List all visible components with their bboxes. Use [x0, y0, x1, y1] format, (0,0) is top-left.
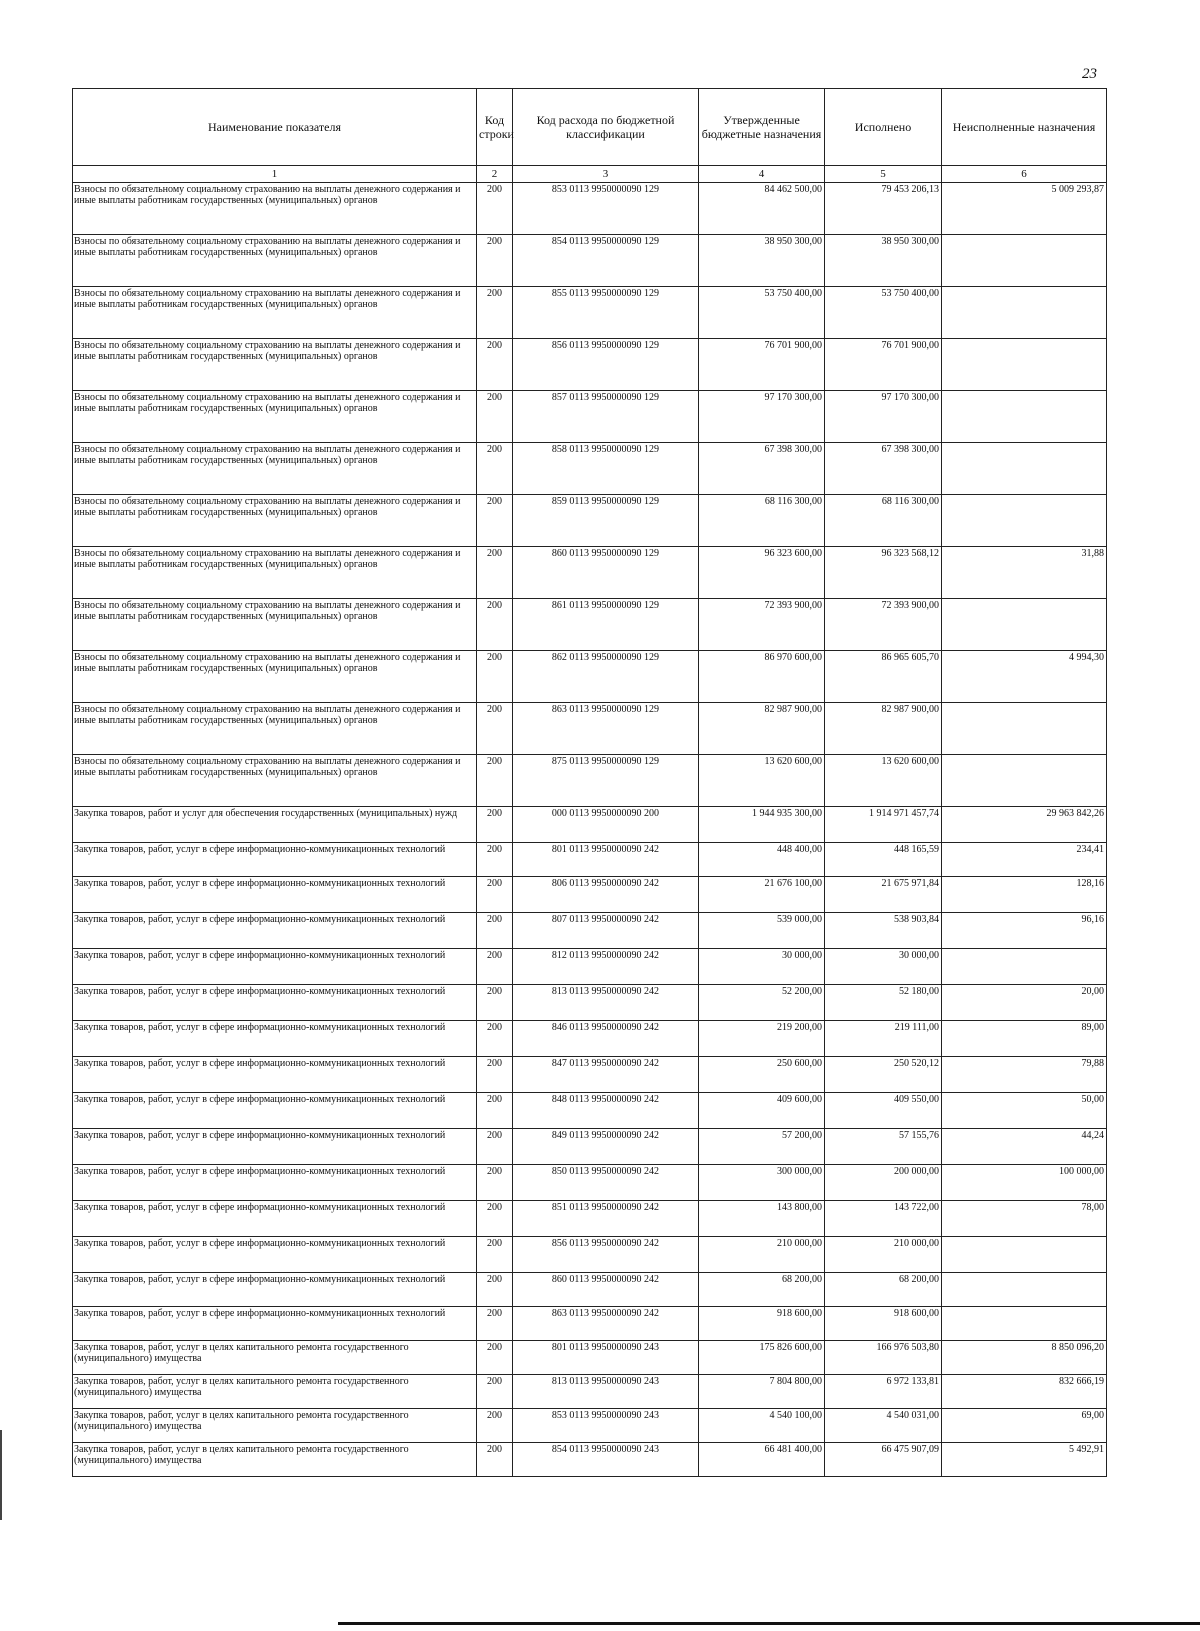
unexecuted-amount: 5 009 293,87	[942, 183, 1107, 235]
table-row	[73, 755, 1107, 807]
approved-amount: 68 200,00	[699, 1273, 825, 1307]
approved-amount: 38 950 300,00	[699, 235, 825, 287]
table-row	[73, 703, 1107, 755]
approved-amount: 72 393 900,00	[699, 599, 825, 651]
unexecuted-amount: 5 492,91	[942, 1443, 1107, 1477]
bottom-rule	[338, 1622, 1200, 1625]
unexecuted-amount	[942, 391, 1107, 443]
executed-amount: 200 000,00	[825, 1165, 942, 1201]
row-name: Взносы по обязательному социальному страхованию на выплаты денежного содержания и иные выплаты работникам государственных (муниципальных) органов	[73, 755, 477, 807]
budget-code: 846 0113 9950000090 242	[513, 1021, 699, 1057]
row-name: Взносы по обязательному социальному страхованию на выплаты денежного содержания и иные выплаты работникам государственных (муниципальных) органов	[73, 183, 477, 235]
row-code: 200	[477, 391, 513, 443]
row-code: 200	[477, 339, 513, 391]
approved-amount: 52 200,00	[699, 985, 825, 1021]
row-code: 200	[477, 755, 513, 807]
approved-amount: 4 540 100,00	[699, 1409, 825, 1443]
budget-code: 859 0113 9950000090 129	[513, 495, 699, 547]
approved-amount: 66 481 400,00	[699, 1443, 825, 1477]
row-code: 200	[477, 183, 513, 235]
approved-amount: 82 987 900,00	[699, 703, 825, 755]
unexecuted-amount: 31,88	[942, 547, 1107, 599]
budget-code: 875 0113 9950000090 129	[513, 755, 699, 807]
budget-code: 854 0113 9950000090 129	[513, 235, 699, 287]
row-name: Взносы по обязательному социальному страхованию на выплаты денежного содержания и иные выплаты работникам государственных (муниципальных) органов	[73, 599, 477, 651]
executed-amount: 67 398 300,00	[825, 443, 942, 495]
row-code: 200	[477, 1057, 513, 1093]
executed-amount: 1 914 971 457,74	[825, 807, 942, 843]
column-number: 3	[513, 166, 699, 183]
row-code: 200	[477, 703, 513, 755]
row-name: Закупка товаров, работ, услуг в целях капитального ремонта государственного (муниципального) имущества	[73, 1409, 477, 1443]
approved-amount: 97 170 300,00	[699, 391, 825, 443]
budget-code: 851 0113 9950000090 242	[513, 1201, 699, 1237]
row-code: 200	[477, 949, 513, 985]
row-name: Закупка товаров, работ, услуг в целях капитального ремонта государственного (муниципального) имущества	[73, 1341, 477, 1375]
unexecuted-amount	[942, 235, 1107, 287]
unexecuted-amount: 69,00	[942, 1409, 1107, 1443]
row-code: 200	[477, 1443, 513, 1477]
row-code: 200	[477, 1273, 513, 1307]
row-code: 200	[477, 1375, 513, 1409]
table-row	[73, 1021, 1107, 1057]
header-executed: Исполнено	[825, 89, 942, 166]
unexecuted-amount: 100 000,00	[942, 1165, 1107, 1201]
table-row	[73, 651, 1107, 703]
budget-code: 861 0113 9950000090 129	[513, 599, 699, 651]
approved-amount: 68 116 300,00	[699, 495, 825, 547]
row-code: 200	[477, 1341, 513, 1375]
executed-amount: 57 155,76	[825, 1129, 942, 1165]
row-code: 200	[477, 495, 513, 547]
executed-amount: 72 393 900,00	[825, 599, 942, 651]
budget-code: 860 0113 9950000090 242	[513, 1273, 699, 1307]
executed-amount: 13 620 600,00	[825, 755, 942, 807]
unexecuted-amount: 4 994,30	[942, 651, 1107, 703]
row-name: Взносы по обязательному социальному страхованию на выплаты денежного содержания и иные выплаты работникам государственных (муниципальных) органов	[73, 443, 477, 495]
row-name: Закупка товаров, работ, услуг в сфере информационно-коммуникационных технологий	[73, 877, 477, 913]
header-name: Наименование показателя	[73, 89, 477, 166]
table-row	[73, 1375, 1107, 1409]
approved-amount: 96 323 600,00	[699, 547, 825, 599]
table-row	[73, 807, 1107, 843]
approved-amount: 21 676 100,00	[699, 877, 825, 913]
header-unexecuted: Неисполненные назначения	[942, 89, 1107, 166]
approved-amount: 13 620 600,00	[699, 755, 825, 807]
approved-amount: 30 000,00	[699, 949, 825, 985]
executed-amount: 82 987 900,00	[825, 703, 942, 755]
approved-amount: 86 970 600,00	[699, 651, 825, 703]
scan-edge-mark	[0, 1430, 2, 1520]
executed-amount: 409 550,00	[825, 1093, 942, 1129]
row-name: Закупка товаров, работ, услуг в сфере информационно-коммуникационных технологий	[73, 1057, 477, 1093]
budget-code: 813 0113 9950000090 243	[513, 1375, 699, 1409]
unexecuted-amount	[942, 1307, 1107, 1341]
row-name: Закупка товаров, работ, услуг в сфере информационно-коммуникационных технологий	[73, 1093, 477, 1129]
approved-amount: 300 000,00	[699, 1165, 825, 1201]
row-code: 200	[477, 1409, 513, 1443]
budget-code: 863 0113 9950000090 129	[513, 703, 699, 755]
table-row	[73, 1341, 1107, 1375]
column-number: 4	[699, 166, 825, 183]
executed-amount: 219 111,00	[825, 1021, 942, 1057]
approved-amount: 409 600,00	[699, 1093, 825, 1129]
table-row	[73, 949, 1107, 985]
budget-execution-table	[72, 88, 1107, 1477]
unexecuted-amount	[942, 755, 1107, 807]
executed-amount: 96 323 568,12	[825, 547, 942, 599]
row-code: 200	[477, 651, 513, 703]
executed-amount: 76 701 900,00	[825, 339, 942, 391]
executed-amount: 97 170 300,00	[825, 391, 942, 443]
row-name: Взносы по обязательному социальному страхованию на выплаты денежного содержания и иные выплаты работникам государственных (муниципальных) органов	[73, 547, 477, 599]
table-row	[73, 1057, 1107, 1093]
unexecuted-amount	[942, 949, 1107, 985]
approved-amount: 539 000,00	[699, 913, 825, 949]
approved-amount: 84 462 500,00	[699, 183, 825, 235]
approved-amount: 175 826 600,00	[699, 1341, 825, 1375]
table-row	[73, 1129, 1107, 1165]
table-row	[73, 843, 1107, 877]
executed-amount: 68 116 300,00	[825, 495, 942, 547]
table-row	[73, 1237, 1107, 1273]
row-name: Закупка товаров, работ, услуг в сфере информационно-коммуникационных технологий	[73, 1273, 477, 1307]
approved-amount: 76 701 900,00	[699, 339, 825, 391]
unexecuted-amount	[942, 703, 1107, 755]
table-row	[73, 1093, 1107, 1129]
column-number: 2	[477, 166, 513, 183]
budget-code: 860 0113 9950000090 129	[513, 547, 699, 599]
approved-amount: 918 600,00	[699, 1307, 825, 1341]
table-row	[73, 877, 1107, 913]
budget-code: 856 0113 9950000090 129	[513, 339, 699, 391]
budget-code: 807 0113 9950000090 242	[513, 913, 699, 949]
table-row	[73, 391, 1107, 443]
executed-amount: 918 600,00	[825, 1307, 942, 1341]
table-row	[73, 183, 1107, 235]
table-row	[73, 1273, 1107, 1307]
table-row	[73, 235, 1107, 287]
table-row	[73, 547, 1107, 599]
table-row	[73, 985, 1107, 1021]
row-code: 200	[477, 287, 513, 339]
unexecuted-amount	[942, 1237, 1107, 1273]
executed-amount: 6 972 133,81	[825, 1375, 942, 1409]
executed-amount: 38 950 300,00	[825, 235, 942, 287]
executed-amount: 538 903,84	[825, 913, 942, 949]
approved-amount: 210 000,00	[699, 1237, 825, 1273]
budget-code: 863 0113 9950000090 242	[513, 1307, 699, 1341]
row-code: 200	[477, 1165, 513, 1201]
table-body	[73, 183, 1107, 1477]
executed-amount: 53 750 400,00	[825, 287, 942, 339]
row-name: Закупка товаров, работ, услуг в сфере информационно-коммуникационных технологий	[73, 843, 477, 877]
budget-code: 849 0113 9950000090 242	[513, 1129, 699, 1165]
row-code: 200	[477, 1307, 513, 1341]
budget-code: 806 0113 9950000090 242	[513, 877, 699, 913]
table-row	[73, 913, 1107, 949]
table-row	[73, 339, 1107, 391]
unexecuted-amount: 44,24	[942, 1129, 1107, 1165]
row-name: Закупка товаров, работ, услуг в сфере информационно-коммуникационных технологий	[73, 1201, 477, 1237]
row-code: 200	[477, 985, 513, 1021]
row-name: Взносы по обязательному социальному страхованию на выплаты денежного содержания и иные выплаты работникам государственных (муниципальных) органов	[73, 703, 477, 755]
row-name: Закупка товаров, работ, услуг в целях капитального ремонта государственного (муниципального) имущества	[73, 1375, 477, 1409]
row-code: 200	[477, 913, 513, 949]
executed-amount: 4 540 031,00	[825, 1409, 942, 1443]
budget-code: 848 0113 9950000090 242	[513, 1093, 699, 1129]
table-row	[73, 1307, 1107, 1341]
executed-amount: 166 976 503,80	[825, 1341, 942, 1375]
budget-code: 801 0113 9950000090 243	[513, 1341, 699, 1375]
budget-code: 853 0113 9950000090 129	[513, 183, 699, 235]
approved-amount: 53 750 400,00	[699, 287, 825, 339]
approved-amount: 57 200,00	[699, 1129, 825, 1165]
row-code: 200	[477, 843, 513, 877]
unexecuted-amount	[942, 287, 1107, 339]
row-name: Закупка товаров, работ, услуг в сфере информационно-коммуникационных технологий	[73, 1307, 477, 1341]
table-row	[73, 599, 1107, 651]
row-name: Взносы по обязательному социальному страхованию на выплаты денежного содержания и иные выплаты работникам государственных (муниципальных) органов	[73, 235, 477, 287]
row-code: 200	[477, 1021, 513, 1057]
approved-amount: 448 400,00	[699, 843, 825, 877]
row-code: 200	[477, 547, 513, 599]
budget-code: 854 0113 9950000090 243	[513, 1443, 699, 1477]
unexecuted-amount: 96,16	[942, 913, 1107, 949]
row-name: Закупка товаров, работ и услуг для обеспечения государственных (муниципальных) нужд	[73, 807, 477, 843]
unexecuted-amount: 8 850 096,20	[942, 1341, 1107, 1375]
unexecuted-amount: 89,00	[942, 1021, 1107, 1057]
row-name: Закупка товаров, работ, услуг в сфере информационно-коммуникационных технологий	[73, 1165, 477, 1201]
header-row	[73, 89, 1107, 166]
row-code: 200	[477, 807, 513, 843]
budget-code: 855 0113 9950000090 129	[513, 287, 699, 339]
approved-amount: 1 944 935 300,00	[699, 807, 825, 843]
table-row	[73, 1409, 1107, 1443]
table-row	[73, 287, 1107, 339]
unexecuted-amount: 832 666,19	[942, 1375, 1107, 1409]
budget-code: 847 0113 9950000090 242	[513, 1057, 699, 1093]
table-row	[73, 1201, 1107, 1237]
row-code: 200	[477, 1093, 513, 1129]
budget-code: 853 0113 9950000090 243	[513, 1409, 699, 1443]
column-number: 1	[73, 166, 477, 183]
row-name: Закупка товаров, работ, услуг в сфере информационно-коммуникационных технологий	[73, 1129, 477, 1165]
row-name: Закупка товаров, работ, услуг в сфере информационно-коммуникационных технологий	[73, 985, 477, 1021]
table-row	[73, 1165, 1107, 1201]
row-name: Закупка товаров, работ, услуг в сфере информационно-коммуникационных технологий	[73, 1021, 477, 1057]
unexecuted-amount: 50,00	[942, 1093, 1107, 1129]
row-name: Взносы по обязательному социальному страхованию на выплаты денежного содержания и иные выплаты работникам государственных (муниципальных) органов	[73, 287, 477, 339]
unexecuted-amount	[942, 1273, 1107, 1307]
executed-amount: 66 475 907,09	[825, 1443, 942, 1477]
unexecuted-amount: 20,00	[942, 985, 1107, 1021]
approved-amount: 143 800,00	[699, 1201, 825, 1237]
approved-amount: 219 200,00	[699, 1021, 825, 1057]
unexecuted-amount	[942, 443, 1107, 495]
unexecuted-amount: 234,41	[942, 843, 1107, 877]
approved-amount: 7 804 800,00	[699, 1375, 825, 1409]
executed-amount: 68 200,00	[825, 1273, 942, 1307]
unexecuted-amount: 128,16	[942, 877, 1107, 913]
executed-amount: 30 000,00	[825, 949, 942, 985]
row-code: 200	[477, 1201, 513, 1237]
row-code: 200	[477, 599, 513, 651]
row-name: Закупка товаров, работ, услуг в целях капитального ремонта государственного (муниципального) имущества	[73, 1443, 477, 1477]
budget-code: 856 0113 9950000090 242	[513, 1237, 699, 1273]
row-code: 200	[477, 443, 513, 495]
unexecuted-amount	[942, 599, 1107, 651]
executed-amount: 210 000,00	[825, 1237, 942, 1273]
header-budget-code: Код расхода по бюджетной классификации	[513, 89, 699, 166]
row-name: Взносы по обязательному социальному страхованию на выплаты денежного содержания и иные выплаты работникам государственных (муниципальных) органов	[73, 495, 477, 547]
row-code: 200	[477, 235, 513, 287]
unexecuted-amount: 78,00	[942, 1201, 1107, 1237]
executed-amount: 79 453 206,13	[825, 183, 942, 235]
executed-amount: 448 165,59	[825, 843, 942, 877]
row-name: Закупка товаров, работ, услуг в сфере информационно-коммуникационных технологий	[73, 913, 477, 949]
budget-code: 858 0113 9950000090 129	[513, 443, 699, 495]
budget-code: 801 0113 9950000090 242	[513, 843, 699, 877]
unexecuted-amount: 79,88	[942, 1057, 1107, 1093]
column-number-row	[73, 166, 1107, 183]
page-number: 23	[1082, 66, 1097, 82]
budget-code: 857 0113 9950000090 129	[513, 391, 699, 443]
executed-amount: 52 180,00	[825, 985, 942, 1021]
table-row	[73, 1443, 1107, 1477]
budget-code: 000 0113 9950000090 200	[513, 807, 699, 843]
budget-code: 850 0113 9950000090 242	[513, 1165, 699, 1201]
row-code: 200	[477, 1237, 513, 1273]
unexecuted-amount	[942, 495, 1107, 547]
row-name: Взносы по обязательному социальному страхованию на выплаты денежного содержания и иные выплаты работникам государственных (муниципальных) органов	[73, 339, 477, 391]
column-number: 5	[825, 166, 942, 183]
executed-amount: 143 722,00	[825, 1201, 942, 1237]
row-name: Взносы по обязательному социальному страхованию на выплаты денежного содержания и иные выплаты работникам государственных (муниципальных) органов	[73, 651, 477, 703]
table-row	[73, 443, 1107, 495]
row-name: Закупка товаров, работ, услуг в сфере информационно-коммуникационных технологий	[73, 949, 477, 985]
approved-amount: 67 398 300,00	[699, 443, 825, 495]
executed-amount: 21 675 971,84	[825, 877, 942, 913]
row-name: Закупка товаров, работ, услуг в сфере информационно-коммуникационных технологий	[73, 1237, 477, 1273]
unexecuted-amount	[942, 339, 1107, 391]
row-code: 200	[477, 1129, 513, 1165]
table-row	[73, 495, 1107, 547]
budget-code: 812 0113 9950000090 242	[513, 949, 699, 985]
budget-code: 813 0113 9950000090 242	[513, 985, 699, 1021]
budget-code: 862 0113 9950000090 129	[513, 651, 699, 703]
header-approved: Утвержденные бюджетные назначения	[699, 89, 825, 166]
executed-amount: 250 520,12	[825, 1057, 942, 1093]
approved-amount: 250 600,00	[699, 1057, 825, 1093]
column-number: 6	[942, 166, 1107, 183]
row-name: Взносы по обязательному социальному страхованию на выплаты денежного содержания и иные выплаты работникам государственных (муниципальных) органов	[73, 391, 477, 443]
header-row-code: Код строки	[477, 89, 513, 166]
unexecuted-amount: 29 963 842,26	[942, 807, 1107, 843]
row-code: 200	[477, 877, 513, 913]
executed-amount: 86 965 605,70	[825, 651, 942, 703]
